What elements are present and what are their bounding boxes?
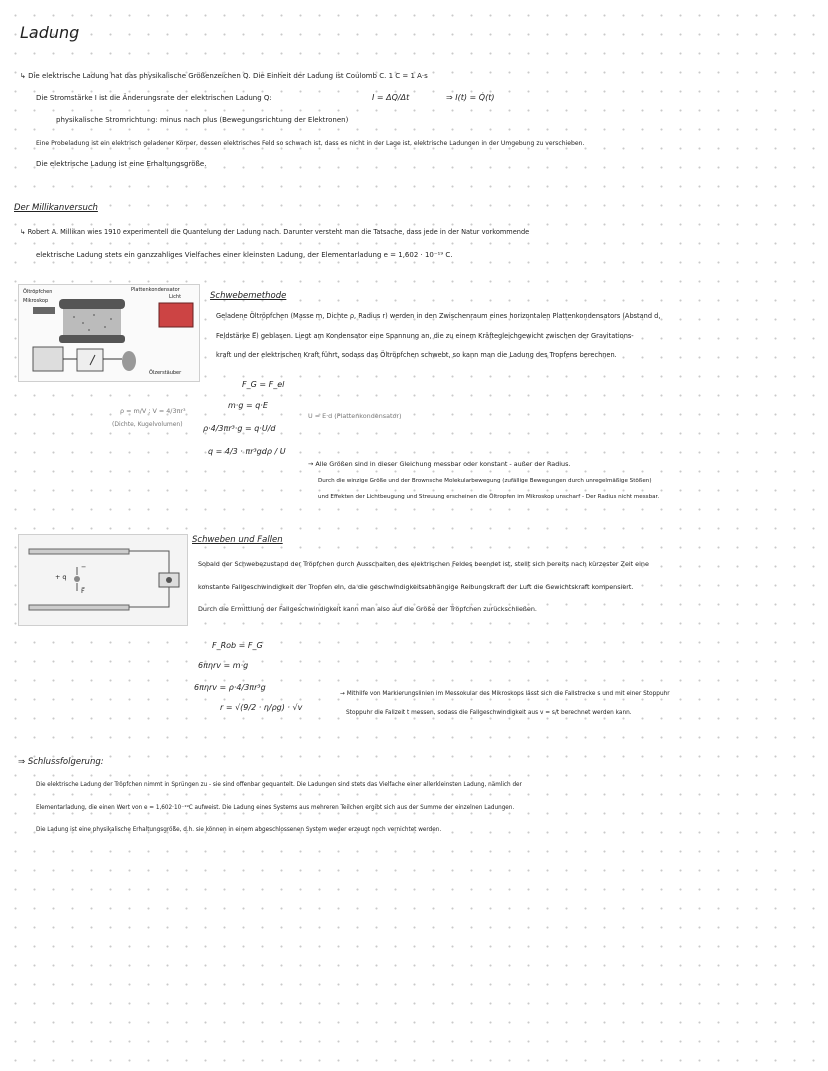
page-title: Ladung bbox=[20, 23, 80, 42]
millikan-line-2: elektrische Ladung stets ein ganzzahliges Vielfaches einer kleinsten Ladung, der Elementarladung e = 1,602 · 10⁻¹⁹ C. bbox=[36, 251, 453, 259]
capacitor-illustration bbox=[19, 535, 187, 625]
schwebe-line-1: Geladene Öltröpfchen (Masse m, Dichte ρ, Radius r) werden in den Zwischenraum eines horizontalen Plattenkondensators (Abstand d, bbox=[216, 312, 661, 320]
intro-line-4: Eine Probeladung ist ein elektrisch geladener Körper, dessen elektrisches Feld so schwach ist, dass es nicht in der Lage ist, elektrische Ladungen in der Umgebung zu verschieben. bbox=[36, 140, 585, 147]
schwebe-line-2: Feldstärke E⃗) geblasen. Liegt am Kondensator eine Spannung an, die zu einem Kräftegleichgewicht zwischen der Gravitations- bbox=[216, 332, 634, 340]
intro-line-1: ↳ Die elektrische Ladung hat das physikalische Größenzeichen Q. Die Einheit der Ladung ist Coulomb C. 1 C = 1 A·s bbox=[20, 72, 428, 80]
side-note-density: ρ = m/V ; V = 4/3πr³ bbox=[120, 407, 186, 415]
fallen-note-2: Stoppuhr die Fallzeit t messen, sodass die Fallgeschwindigkeit aus v = s/t berechnet werden kann. bbox=[346, 710, 632, 716]
fallen-line-3: Durch die Ermittlung der Fallgeschwindigkeit kann man also auf die Größe der Tröpfchen zurückschließen. bbox=[198, 605, 537, 613]
label-mikroskop: Mikroskop bbox=[23, 298, 49, 304]
schwebe-note-3: und Effekten der Lichtbeugung und Streuung erscheinen die Öltropfen im Mikroskop unscharf - Der Radius nicht messbar. bbox=[318, 494, 660, 500]
label-plattenkondensator: Plattenkondensator bbox=[131, 287, 180, 293]
side-note-voltage: U = E·d (Plattenkondensator) bbox=[308, 412, 402, 420]
eq-force-balance: F_G = F_el bbox=[242, 380, 285, 389]
eq-friction-balance: F_Rob = F_G bbox=[212, 641, 263, 650]
capacitor-schematic-figure bbox=[18, 534, 188, 626]
schwebe-line-3: kraft und der elektrischen Kraft führt, sodass das Öltröpfchen schwebt, so kann man die Ladung des Tropfens berechnen. bbox=[216, 351, 617, 359]
fallen-heading: Schweben und Fallen bbox=[192, 535, 283, 545]
label-force: F⃗ bbox=[81, 587, 85, 595]
conclusion-heading: ⇒ Schlussfolgerung: bbox=[18, 757, 104, 767]
conclusion-line-1: Die elektrische Ladung der Tröpfchen nimmt in Sprüngen zu - sie sind offenbar gequantelt. Die Ladungen sind stets das Vielfache einer allerkleinsten Ladung, nämlich der bbox=[36, 782, 522, 788]
millikan-line-1: ↳ Robert A. Millikan wies 1910 experimentell die Quantelung der Ladung nach. Darunter versteht man die Tatsache, dass jede in der Natur vorkommende bbox=[20, 228, 530, 236]
intro-line-2: Die Stromstärke I ist die Änderungsrate der elektrischen Ladung Q: bbox=[36, 94, 272, 102]
schwebe-note-1: → Alle Größen sind in dieser Gleichung messbar oder konstant - außer der Radius. bbox=[308, 460, 571, 468]
label-licht: Licht bbox=[169, 294, 182, 300]
schwebe-note-2: Durch die winzige Größe und der Brownsche Molekularbewegung (zufällige Bewegungen durch unregelmäßige Stößen) bbox=[318, 478, 652, 484]
label-oeltroepfchen: Öltröpfchen bbox=[23, 289, 53, 295]
eq-radius: r = √(9/2 · η/ρg) · √v bbox=[220, 703, 303, 712]
schwebe-heading: Schwebemethode bbox=[210, 291, 287, 301]
eq-volume-substituted: ρ·4/3πr³·g = q·U/d bbox=[203, 424, 276, 433]
intro-line-5: Die elektrische Ladung ist eine Erhaltungsgröße. bbox=[36, 160, 207, 168]
intro-line-3: physikalische Stromrichtung: minus nach plus (Bewegungsrichtung der Elektronen) bbox=[56, 116, 349, 124]
label-charge: + q bbox=[55, 573, 67, 581]
millikan-heading: Der Millikanversuch bbox=[14, 203, 98, 213]
conclusion-line-2: Elementarladung, die einen Wert von e = 1,602·10⁻¹⁹C aufweist. Die Ladung eines Systems aus mehreren Teilchen ergibt sich aus der Summe der einzelnen Ladungen. bbox=[36, 805, 515, 811]
eq-stokes-substituted: 6πηrv = ρ·4/3πr³g bbox=[194, 683, 266, 692]
eq-mg-qe: m·g = q·E bbox=[228, 401, 268, 410]
millikan-apparatus-figure bbox=[18, 284, 200, 382]
eq-stokes-mg: 6πηrv = m·g bbox=[198, 661, 249, 670]
label-oelzerstaeuber: Ölzerstäuber bbox=[149, 370, 182, 376]
eq-current: I = ΔQ/Δt bbox=[372, 93, 410, 102]
fallen-line-2: konstante Fallgeschwindigkeit der Tropfen ein, da die geschwindigkeitsabhängige Reibungskraft der Luft die Gewichtskraft kompensiert. bbox=[198, 583, 634, 591]
fallen-note-1: → Mithilfe von Markierungslinien im Messokular des Mikroskops lässt sich die Fallstrecke s und mit einer Stoppuhr bbox=[340, 691, 670, 697]
fallen-line-1: Sobald der Schwebezustand der Tröpfchen durch Ausschalten des elektrischen Feldes beendet ist, stellt sich bereits nach kürzester Zeit eine bbox=[198, 560, 649, 568]
eq-charge-result: q = 4/3 · πr³gdρ / U bbox=[208, 447, 286, 456]
side-note-density-caption: (Dichte, Kugelvolumen) bbox=[112, 421, 183, 428]
conclusion-line-3: Die Ladung ist eine physikalische Erhaltungsgröße, d.h. sie können in einem abgeschlossenen System weder erzeugt noch vernichtet werden. bbox=[36, 827, 442, 833]
label-minus: − bbox=[81, 563, 87, 571]
eq-current-derivative: ⇒ I(t) = Q̇(t) bbox=[446, 93, 495, 102]
